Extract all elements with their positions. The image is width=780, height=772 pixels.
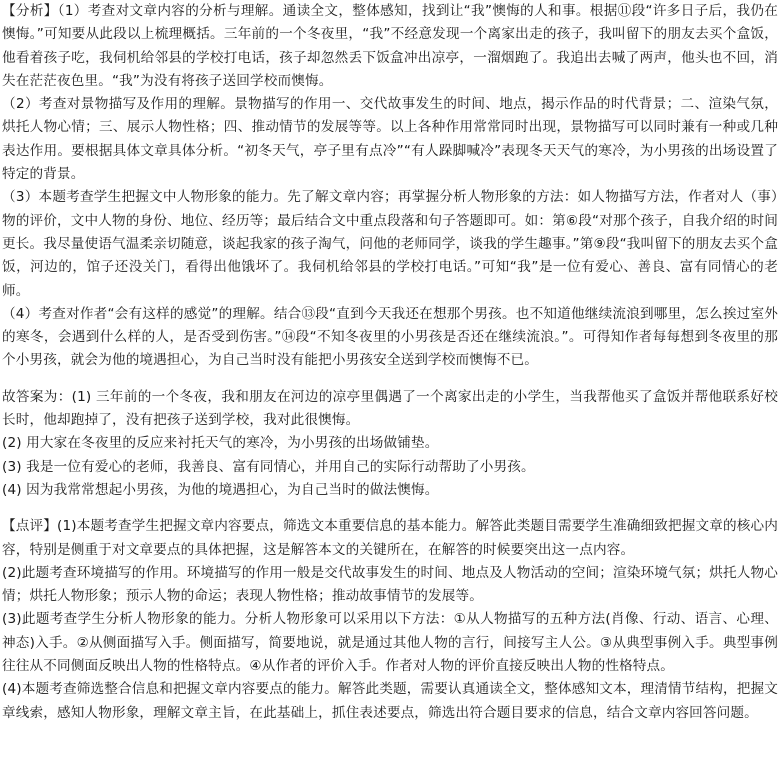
answer-item-2: (2) 用大家在冬夜里的反应来衬托天气的寒冷，为小男孩的出场做铺垫。 (2, 435, 439, 452)
comment-item-2: (2)此题考查环境描写的作用。环境描写的作用一般是交代故事发生的时间、地点及人物活动的空间；渲染环境气氛；烘托人物心情；烘托人物形象；预示人物的命运；表现人物性格；推动故事情节的发展等。 (2, 564, 778, 605)
comment-item-3: (3)此题考查学生分析人物形象的能力。分析人物形象可以采用以下方法：①从人物描写的五种方法(肖像、行动、语言、心理、神态)入手。②从侧面描写入手。侧面描写，简要地说，就是通过其他人物的言行，间接写主人公。③从典型事例入手。典型事例往往从不同侧面反映出人物的性格特点。④从作者的评价入手。作者对人物的评价直接反映出人物的性格特点。 (2, 611, 778, 675)
answer-section (2, 386, 778, 502)
section-spacer (2, 502, 778, 515)
analysis-item-1: 【分析】（1）考查对文章内容的分析与理解。通读全文，整体感知，找到让“我”懊悔的人和事。根据⑪段“许多日子后，我仍在懊悔。”可知要从此段以上梳理概括。三年前的一个冬夜里，“我”不经意发现一个离家出走的孩子，我叫留下的朋友去买个盒饭，他看着孩子吃，我伺机给邻县的学校打电话，孩子却忽然丢下饭盒冲出凉亭，一溜烟跑了。我追出去喊了两声，他头也不回，消失在茫茫夜色里。“我”为没有将孩子送回学校而懊悔。 (2, 3, 778, 89)
analysis-item-3: （3）本题考查学生把握文中人物形象的能力。先了解文章内容；再掌握分析人物形象的方法：如人物描写方法，作者对人（事）物的评价，文中人物的身份、地位、经历等；最后结合文中重点段落和句子答题即可。如：第⑥段“对那个孩子，自我介绍的时间更长。我尽量使语气温柔亲切随意，谈起我家的孩子淘气，问他的老师同学，谈我的学生趣事。”第⑨段“我叫留下的朋友去买个盒饭，河边的，馆子还没关门，看得出他饿坏了。我伺机给邻县的学校打电话。”可知“我”是一位有爱心、善良、富有同情心的老师。 (2, 189, 778, 299)
section-spacer (2, 373, 778, 386)
comment-section (2, 515, 778, 725)
comment-item-1: 【点评】(1)本题考查学生把握文章内容要点，筛选文本重要信息的基本能力。解答此类题目需要学生准确细致把握文章的核心内容，特别是侧重于对文章要点的具体把握，这是解答本文的关键所在，在解答的时候要突出这一点内容。 (2, 518, 778, 558)
analysis-item-2: （2）考查对景物描写及作用的理解。景物描写的作用一、交代故事发生的时间、地点，揭示作品的时代背景；二、渲染气氛，烘托人物心情；三、展示人物性格；四、推动情节的发展等等。以上各种作用常常同时出现，景物描写可以同时兼有一种或几种表达作用。要根据具体文章具体分析。“初冬天气，亭子里有点冷”“有人跺脚喊冷”表现冬天天气的寒冷，为小男孩的出场设置了特定的背景。 (2, 96, 778, 183)
comment-item-4: (4)本题考查筛选整合信息和把握文章内容要点的能力。解答此类题，需要认真通读全文，整体感知文本，理清情节结构，把握文章线索，感知人物形象，理解文章主旨，在此基础上，抓住表述要点，筛选出符合题目要求的信息，结合文章内容回答问题。 (2, 681, 778, 721)
answer-item-3: (3) 我是一位有爱心的老师，我善良、富有同情心，并用自己的实际行动帮助了小男孩。 (2, 458, 535, 475)
analysis-section (2, 0, 778, 373)
analysis-item-4: （4）考查对作者“会有这样的感觉”的理解。结合⑬段“直到今天我还在想那个男孩。也不知道他继续流浪到哪里，怎么挨过室外的寒冬，会遇到什么样的人，是否受到伤害。”⑭段“不知冬夜里的小男孩是否还在继续流浪。”。可得知作者每每想到冬夜里的那个小男孩，就会为他的境遇担心，为自己当时没有能把小男孩安全送到学校而懊悔不已。 (2, 305, 778, 369)
answer-item-1: 故答案为：(1) 三年前的一个冬夜，我和朋友在河边的凉亭里偶遇了一个离家出走的小学生，当我帮他买了盒饭并帮他联系好校长时，他却跑掉了，没有把孩子送到学校，我对此很懊悔。 (2, 388, 778, 429)
answer-item-4: (4) 因为我常常想起小男孩，为他的境遇担心，为自己当时的做法懊悔。 (2, 481, 439, 498)
